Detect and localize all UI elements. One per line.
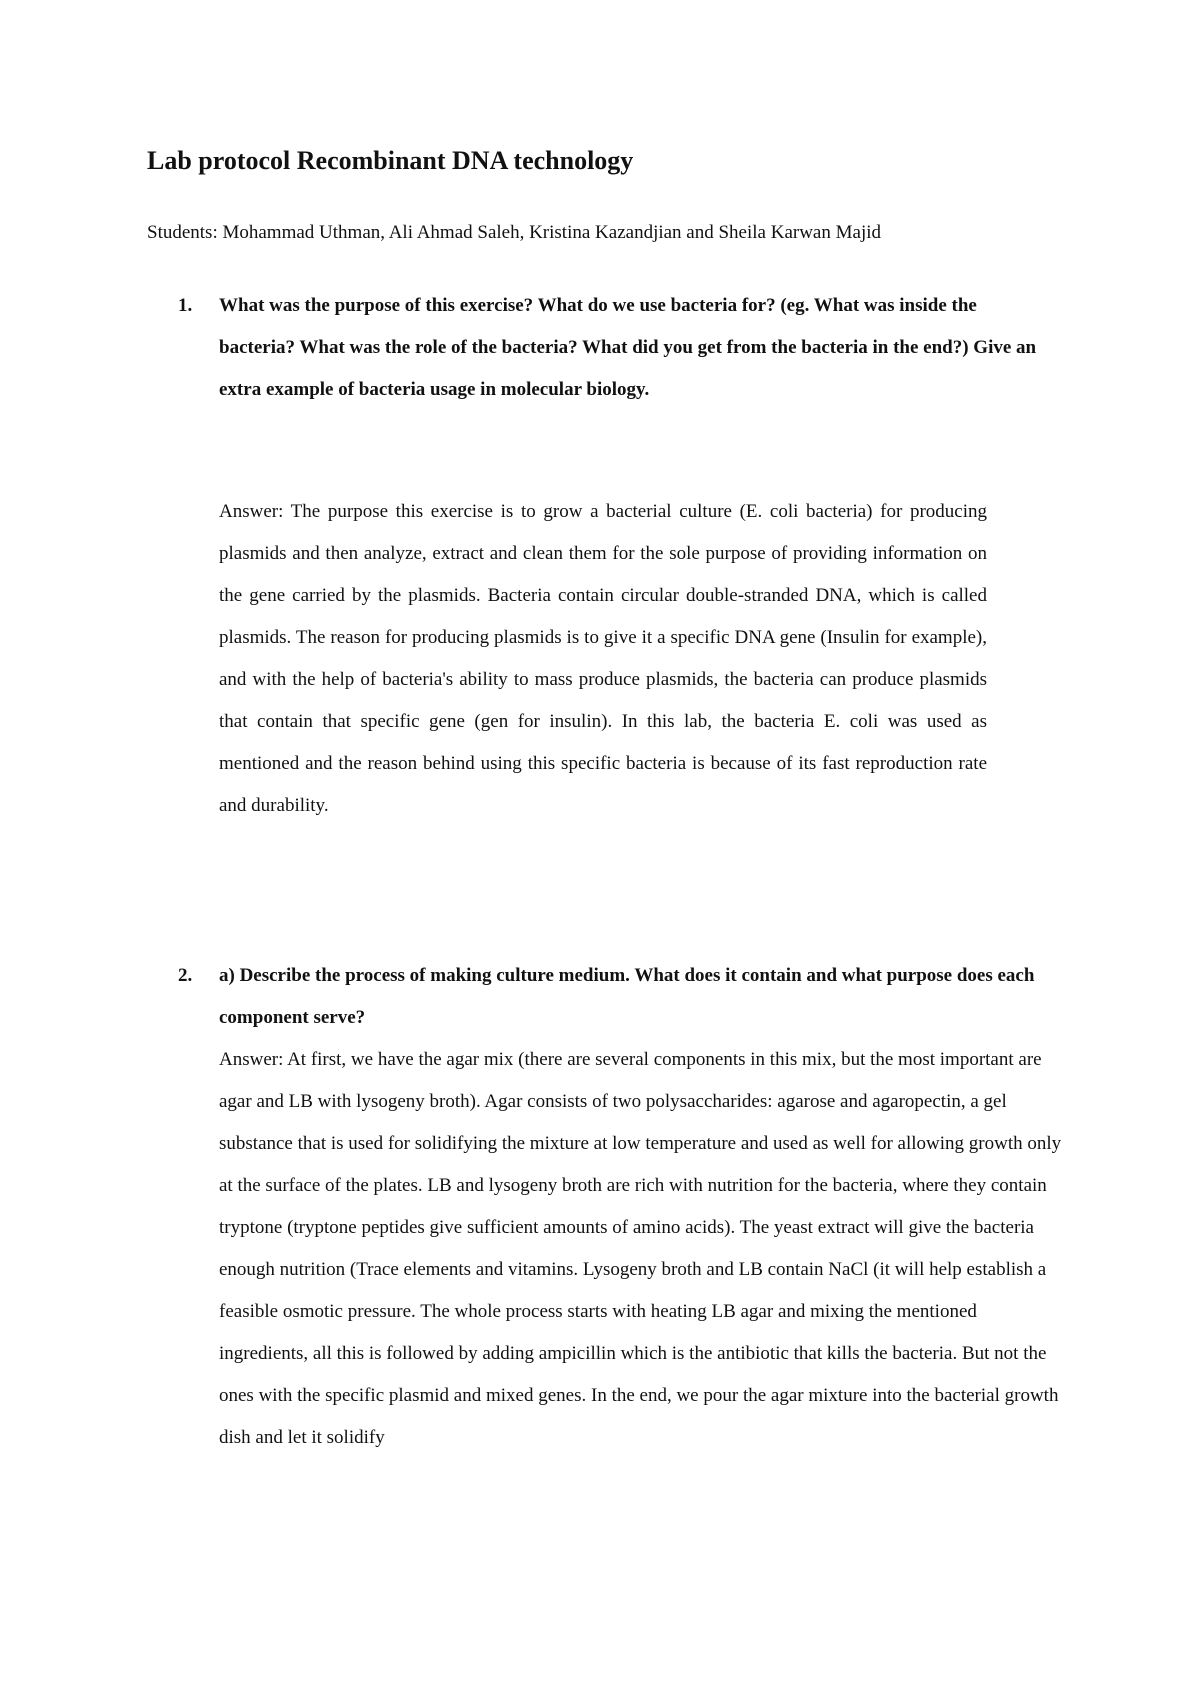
question-number: 1. <box>178 295 193 316</box>
students-line: Students: Mohammad Uthman, Ali Ahmad Saleh, Kristina Kazandjian and Sheila Karwan Majid <box>147 222 882 243</box>
answer-text: Answer: The purpose this exercise is to grow a bacterial culture (E. coli bacteria) for producing plasmids and then analyze, extract and clean them for the sole purpose of providing information on the gene carried by the plasmids. Bacteria contain circular double-stranded DNA, which is called plasmids. The reason for producing plasmids is to give it a specific DNA gene (Insulin for example), and with the help of bacteria's ability to mass produce plasmids, the bacteria can produce plasmids that contain that specific gene (gen for insulin). In this lab, the bacteria E. coli was used as mentioned and the reason behind using this specific bacteria is because of its fast reproduction rate and durability. <box>219 501 987 816</box>
question-number: 2. <box>178 965 193 986</box>
page-title: Lab protocol Recombinant DNA technology <box>147 146 634 175</box>
question-text: a) Describe the process of making culture medium. What does it contain and what purpose does each component serve? <box>219 965 1035 1028</box>
question-text: What was the purpose of this exercise? What do we use bacteria for? (eg. What was inside the bacteria? What was the role of the bacteria? What did you get from the bacteria in the end?) Give an extra example of bacteria usage in molecular biology. <box>219 295 1037 400</box>
answer-text: Answer: At first, we have the agar mix (there are several components in this mix, but the most important are agar and LB with lysogeny broth). Agar consists of two polysaccharides: agarose and agaropectin, a gel substance that is used for solidifying the mixture at low temperature and used as well for allowing growth only at the surface of the plates. LB and lysogeny broth are rich with nutrition for the bacteria, where they contain tryptone (tryptone peptides give sufficient amounts of amino acids). The yeast extract will give the bacteria enough nutrition (Trace elements and vitamins. Lysogeny broth and LB contain NaCl (it will help establish a feasible osmotic pressure. The whole process starts with heating LB agar and mixing the mentioned ingredients, all this is followed by adding ampicillin which is the antibiotic that kills the bacteria. But not the ones with the specific plasmid and mixed genes. In the end, we pour the agar mixture into the bacterial growth dish and let it solidify <box>219 1049 1062 1448</box>
